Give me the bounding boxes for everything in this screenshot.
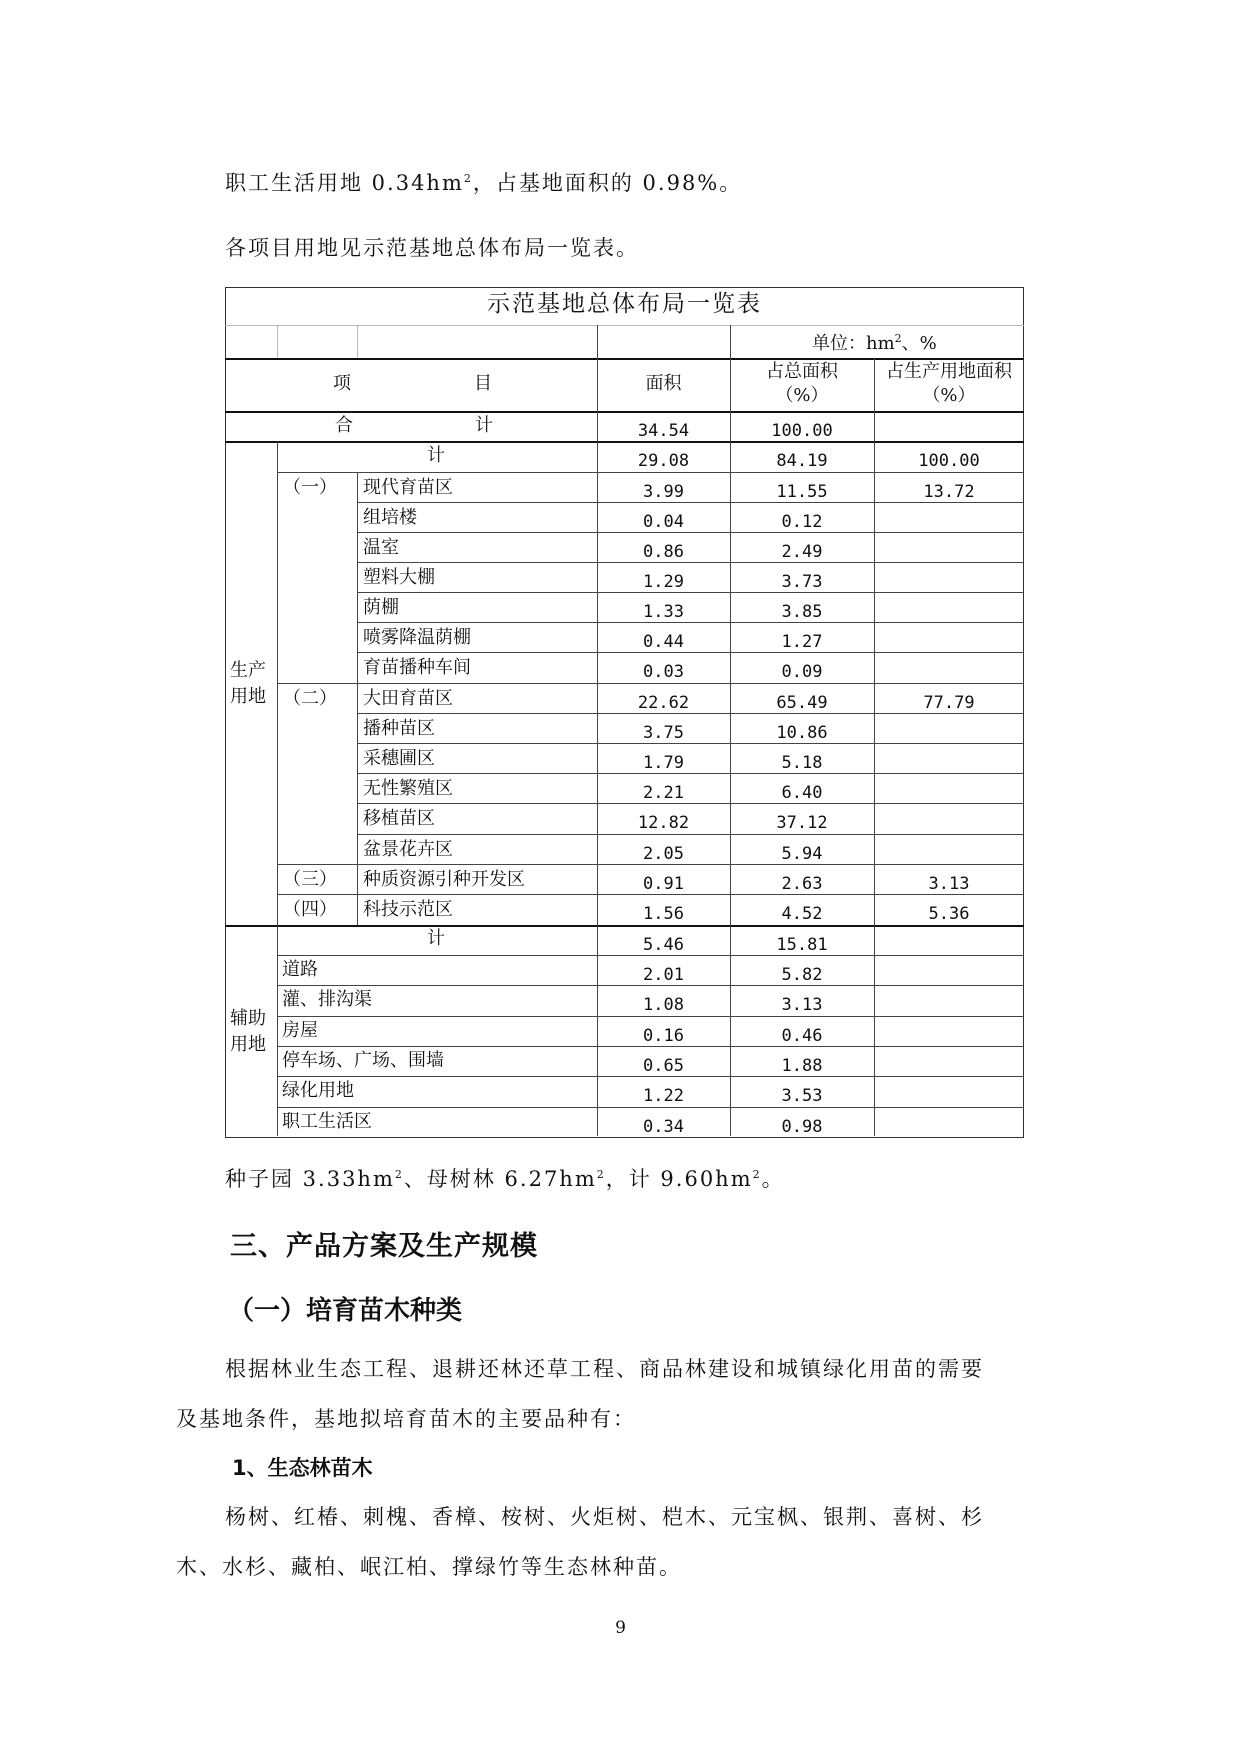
aux-row-area: 2.01 — [643, 965, 684, 985]
prod-row-pct-prod: 77.79 — [923, 693, 975, 713]
prod-row-area: 2.05 — [643, 844, 684, 864]
prod-row-name: 移植苗区 — [363, 808, 435, 829]
prod-row-pct: 11.55 — [776, 482, 828, 502]
para2-line2: 木、水杉、藏柏、岷江柏、撑绿竹等生态林种苗。 — [176, 1555, 682, 1579]
prod-row-name: 育苗播种车间 — [363, 657, 471, 678]
para1-line2: 及基地条件，基地拟培育苗木的主要品种有： — [176, 1407, 636, 1431]
prod-row-area: 0.91 — [643, 874, 684, 894]
prod-row-pct: 5.94 — [781, 844, 823, 864]
aux-row-area: 0.16 — [643, 1026, 684, 1046]
aux-row-pct: 3.13 — [781, 995, 823, 1015]
aux-row-area: 0.34 — [643, 1117, 684, 1137]
prod-row-pct: 2.49 — [781, 542, 823, 562]
prod-row-pct: 3.73 — [781, 572, 823, 592]
prod-row-area: 1.56 — [643, 904, 684, 924]
aux-row-name: 灌、排沟渠 — [282, 989, 372, 1010]
prod-row-seq: （三） — [283, 869, 337, 890]
layout-overview-table — [225, 287, 1024, 1138]
prod-row-name: 塑料大棚 — [363, 567, 435, 588]
prod-group-label-2: 用地 — [230, 686, 266, 707]
total-label-a: 合 — [335, 415, 353, 436]
prod-subtotal-pct: 84.19 — [776, 451, 828, 471]
intro-line-table-reference: 各项目用地见示范基地总体布局一览表。 — [225, 236, 639, 260]
prod-row-name: 采穗圃区 — [363, 748, 435, 769]
aux-subtotal-area: 5.46 — [643, 935, 684, 955]
prod-row-area: 0.44 — [643, 632, 684, 652]
aux-row-name: 道路 — [282, 959, 318, 980]
aux-row-name: 绿化用地 — [282, 1080, 354, 1101]
prod-row-area: 1.33 — [643, 602, 684, 622]
aux-row-pct: 3.53 — [781, 1086, 823, 1106]
header-item-a: 项 — [333, 373, 351, 394]
prod-row-pct: 65.49 — [776, 693, 828, 713]
prod-row-area: 12.82 — [637, 813, 690, 833]
prod-row-pct: 2.63 — [781, 874, 823, 894]
prod-row-pct-prod: 13.72 — [923, 482, 975, 502]
prod-row-name: 种质资源引种开发区 — [363, 869, 525, 890]
prod-row-pct: 6.40 — [781, 783, 823, 803]
prod-row-area: 3.99 — [643, 482, 684, 502]
prod-row-name: 无性繁殖区 — [363, 778, 453, 799]
prod-row-seq: （二） — [283, 688, 337, 709]
aux-subtotal-label: 计 — [427, 928, 445, 949]
prod-row-pct: 1.27 — [781, 632, 823, 652]
prod-row-name: 组培楼 — [363, 507, 417, 528]
total-pct: 100.00 — [771, 421, 833, 441]
header-pct-prod-unit: （%） — [922, 385, 976, 406]
prod-row-name: 大田育苗区 — [363, 688, 453, 709]
prod-row-pct: 3.85 — [781, 602, 823, 622]
intro-line-staff-land: 职工生活用地 $0.34hm^2$，占基地面积的 0.98%。 — [225, 171, 743, 195]
prod-row-name: 喷雾降温荫棚 — [363, 627, 471, 648]
aux-row-name: 职工生活区 — [282, 1111, 372, 1132]
prod-row-seq: （一） — [283, 477, 337, 498]
prod-row-area: 3.75 — [643, 723, 684, 743]
prod-row-name: 温室 — [363, 537, 399, 558]
page-number: 9 — [615, 1618, 626, 1638]
aux-group-label: 辅助 — [230, 1008, 266, 1029]
subsection-heading-species: （一）培育苗木种类 — [228, 1296, 463, 1326]
header-pct-total: 占总面积 — [766, 361, 838, 382]
prod-row-area: 0.03 — [643, 662, 684, 682]
prod-subtotal-label: 计 — [427, 445, 445, 466]
prod-row-pct-prod: 3.13 — [928, 874, 970, 894]
aux-row-pct: 0.46 — [781, 1026, 823, 1046]
para2-line1: 杨树、红椿、刺槐、香樟、桉树、火炬树、桤木、元宝枫、银荆、喜树、杉 — [225, 1505, 984, 1529]
aux-row-area: 1.08 — [643, 995, 684, 1015]
para1-line1: 根据林业生态工程、退耕还林还草工程、商品林建设和城镇绿化用苗的需要 — [225, 1357, 984, 1381]
prod-row-name: 荫棚 — [363, 597, 399, 618]
prod-row-name: 现代育苗区 — [363, 477, 453, 498]
item-heading-ecological: 1、生态林苗木 — [232, 1456, 373, 1480]
prod-subtotal-area: 29.08 — [637, 451, 690, 471]
aux-group-label-2: 用地 — [230, 1034, 266, 1055]
prod-row-name: 科技示范区 — [363, 899, 453, 920]
prod-row-seq: （四） — [283, 899, 337, 920]
prod-row-pct-prod: 5.36 — [928, 904, 970, 924]
prod-row-area: 1.29 — [643, 572, 684, 592]
prod-row-area: 0.04 — [643, 512, 684, 532]
prod-row-area: 22.62 — [637, 693, 690, 713]
aux-row-pct: 0.98 — [781, 1117, 823, 1137]
aux-row-area: 0.65 — [643, 1056, 684, 1076]
section-heading-products: 三、产品方案及生产规模 — [230, 1231, 538, 1262]
prod-row-name: 播种苗区 — [363, 718, 435, 739]
aux-subtotal-pct: 15.81 — [776, 935, 828, 955]
aux-row-pct: 5.82 — [781, 965, 823, 985]
aux-row-name: 停车场、广场、围墙 — [282, 1050, 444, 1071]
header-pct-prod: 占生产用地面积 — [886, 361, 1012, 382]
prod-row-pct: 0.12 — [781, 512, 823, 532]
prod-row-pct: 4.52 — [781, 904, 823, 924]
total-label-b: 计 — [475, 415, 493, 436]
prod-row-area: 1.79 — [643, 753, 684, 773]
prod-row-pct: 37.12 — [776, 813, 828, 833]
prod-row-area: 0.86 — [643, 542, 684, 562]
prod-row-pct: 5.18 — [781, 753, 823, 773]
table-unit: 单位：$hm^2$、% — [812, 332, 937, 354]
prod-row-name: 盆景花卉区 — [363, 839, 453, 860]
total-area: 34.54 — [637, 421, 690, 441]
prod-row-pct: 10.86 — [776, 723, 828, 743]
prod-group-label: 生产 — [230, 660, 266, 681]
aux-row-name: 房屋 — [282, 1020, 318, 1041]
aux-row-pct: 1.88 — [781, 1056, 823, 1076]
table-title: 示范基地总体布局一览表 — [487, 291, 762, 317]
header-area: 面积 — [645, 373, 682, 394]
header-pct-total-unit: （%） — [775, 385, 829, 406]
aux-row-area: 1.22 — [643, 1086, 684, 1106]
prod-row-area: 2.21 — [643, 783, 684, 803]
seed-orchard-line: 种子园 $3.33hm^2$、母树林 $6.27hm^2$，计 $9.60hm^2$。 — [225, 1167, 785, 1191]
prod-row-pct: 0.09 — [781, 662, 823, 682]
header-item-b: 目 — [474, 373, 492, 394]
prod-subtotal-pct-prod: 100.00 — [918, 451, 980, 471]
